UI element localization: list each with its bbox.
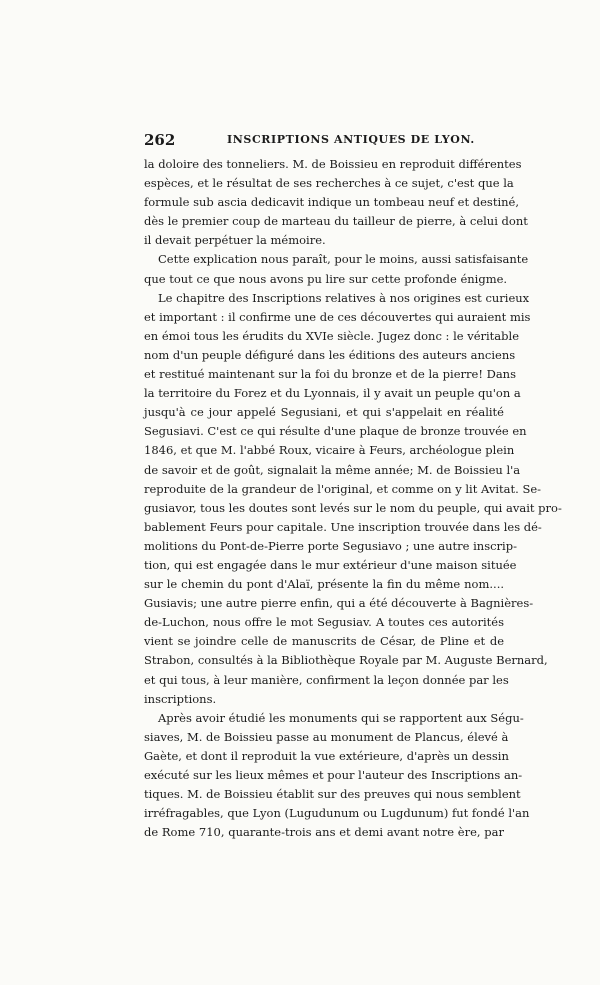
text-line: exécuté sur les lieux mêmes et pour l'auteur des Inscriptions an- bbox=[144, 768, 523, 782]
body-text bbox=[144, 155, 562, 842]
text-line: la doloire des tonneliers. M. de Boissieu en reproduit différentes bbox=[144, 157, 522, 171]
text-line: et restitué maintenant sur la foi du bronze et de la pierre! Dans bbox=[144, 367, 516, 382]
page-number: 262 bbox=[144, 131, 176, 149]
text-line: et qui tous, à leur manière, confirment la leçon donnée par les bbox=[144, 672, 509, 687]
text-line: tion, qui est engagée dans le mur extérieur d'une maison située bbox=[144, 557, 517, 572]
text-line: de-Luchon, nous offre le mot Segusiav. A toutes ces autorités bbox=[144, 615, 504, 630]
paragraph bbox=[144, 155, 528, 250]
text-line: vient se joindre celle de manuscrits de César, de Pline et de bbox=[144, 634, 504, 649]
text-line: bablement Feurs pour capitale. Une inscription trouvée dans les dé- bbox=[144, 519, 542, 534]
text-line: que tout ce que nous avons pu lire sur cette profonde énigme. bbox=[144, 271, 508, 286]
text-line: Cette explication nous paraît, pour le moins, aussi satisfaisante bbox=[158, 252, 529, 267]
text-line: Le chapitre des Inscriptions relatives à nos origines est curieux bbox=[158, 290, 530, 305]
text-line: dès le premier coup de marteau du tailleur de pierre, à celui dont bbox=[144, 214, 528, 229]
text-line: inscriptions. bbox=[144, 691, 217, 706]
text-line: irréfragables, que Lyon (Lugudunum ou Lugdunum) fut fondé l'an bbox=[144, 806, 530, 821]
text-line: il devait perpétuer la mémoire. bbox=[144, 233, 326, 248]
text-line: de Rome 710, quarante-trois ans et demi avant notre ère, par bbox=[144, 825, 504, 840]
text-line: molitions du Pont-de-Pierre porte Segusiavo ; une autre inscrip- bbox=[144, 538, 517, 553]
text-line: Après avoir étudié les monuments qui se rapportent aux Ségu- bbox=[158, 710, 524, 725]
text-line: siaves, M. de Boissieu passe au monument de Plancus, élevé à bbox=[144, 729, 509, 744]
text-line: en émoi tous les érudits du XVIe siècle. Jugez donc : le véritable bbox=[144, 328, 520, 343]
text-line: formule sub ascia dedicavit indique un tombeau neuf et destiné, bbox=[144, 195, 520, 210]
text-line: et important : il confirme une de ces découvertes qui auraient mis bbox=[144, 309, 531, 324]
text-line: reproduite de la grandeur de l'original, et comme on y lit Avitat. Se- bbox=[144, 481, 542, 496]
text-line: Gusiavis; une autre pierre enfin, qui a été découverte à Bagnières- bbox=[144, 596, 534, 611]
text-line: nom d'un peuple défiguré dans les éditions des auteurs anciens bbox=[144, 347, 516, 362]
text-line: jusqu'à ce jour appelé Segusiani, et qui s'appelait en réalité bbox=[144, 405, 504, 420]
text-line: gusiavor, tous les doutes sont levés sur le nom du peuple, qui avait pro- bbox=[144, 500, 562, 515]
text-line: espèces, et le résultat de ses recherches à ce sujet, c'est que la bbox=[144, 176, 514, 191]
text-line: Gaète, et dont il reproduit la vue extérieure, d'après un dessin bbox=[144, 748, 509, 763]
text-line: sur le chemin du pont d'Alaï, présente la fin du même nom.... bbox=[144, 577, 504, 592]
page-header bbox=[144, 131, 504, 153]
text-line: Segusiavi. C'est ce qui résulte d'une plaque de bronze trouvée en bbox=[144, 424, 527, 439]
text-line: la territoire du Forez et du Lyonnais, il y avait un peuple qu'on a bbox=[144, 386, 521, 401]
text-line: tiques. M. de Boissieu établit sur des preuves qui nous semblent bbox=[144, 787, 521, 802]
paragraph bbox=[144, 250, 529, 288]
running-title: INSCRIPTIONS ANTIQUES DE LYON. bbox=[227, 133, 475, 146]
text-line: 1846, et que M. l'abbé Roux, vicaire à Feurs, archéologue plein bbox=[144, 443, 515, 458]
paragraph bbox=[144, 709, 530, 843]
text-line: Strabon, consultés à la Bibliothèque Royale par M. Auguste Bernard, bbox=[144, 653, 548, 668]
text-line: de savoir et de goût, signalait la même année; M. de Boissieu l'a bbox=[144, 462, 521, 477]
paragraph bbox=[144, 289, 562, 709]
